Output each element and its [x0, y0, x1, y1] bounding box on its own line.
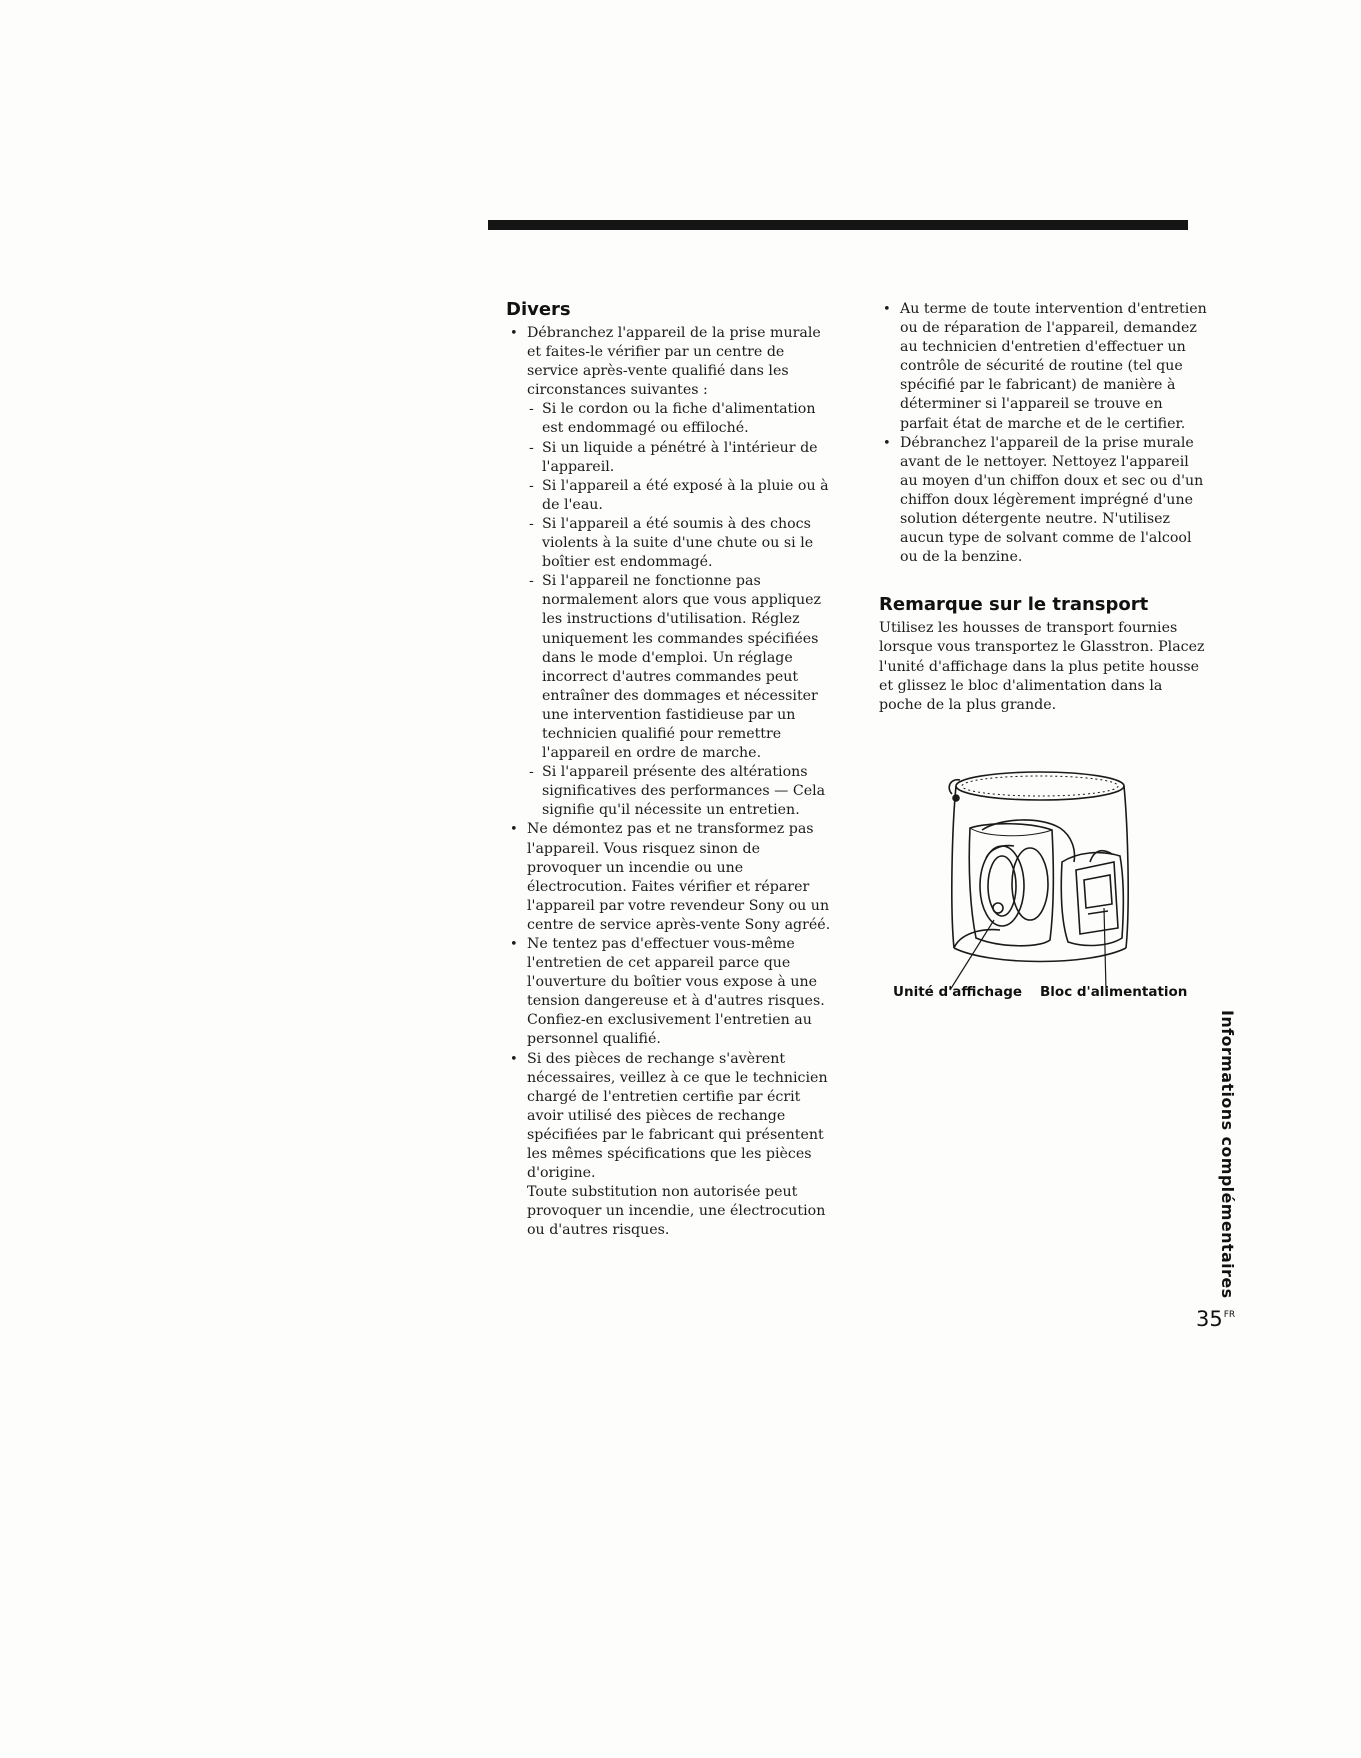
page-suffix: FR [1223, 1310, 1236, 1320]
pouch-drawing-icon [890, 758, 1190, 998]
divers-list-continued [879, 300, 1209, 567]
list-item: • Ne tentez pas d'effectuer vous-même l'entretien de cet appareil parce que l'ouverture du boîtier vous expose à une tension dangereuse et à d'autres risques. Confiez-en exclusivement l'entretien au personnel qualifié. [506, 935, 836, 1050]
header-rule [488, 220, 1188, 230]
section-title-transport: Remarque sur le transport [879, 594, 1149, 616]
sub-list-item: - Si l'appareil a été soumis à des chocs violents à la suite d'une chute ou si le boîtier est endommagé. [527, 515, 836, 572]
sub-list-item: - Si l'appareil présente des altérations significatives des performances — Cela signifie qu'il nécessite un entretien. [527, 763, 836, 820]
left-column [506, 298, 836, 1241]
sub-list-item: - Si l'appareil a été exposé à la pluie ou à de l'eau. [527, 477, 836, 515]
carrying-pouch-illustration [890, 758, 1190, 998]
bullet-note: Toute substitution non autorisée peut provoquer un incendie, une électrocution ou d'autres risques. [527, 1184, 826, 1239]
sub-list [527, 400, 836, 820]
section-title-divers: Divers [506, 299, 571, 320]
sub-list-item: - Si l'appareil ne fonctionne pas normalement alors que vous appliquez les instructions d'utilisation. Réglez uniquement les commandes spécifiées dans le mode d'emploi. Un réglage incorrect d'autres commandes peut entraîner des dommages et nécessiter une intervention fastidieuse par un technicien qualifié pour remettre l'appareil en ordre de marche. [527, 572, 836, 763]
side-tab-label: Informations complémentaires [1218, 1010, 1237, 1299]
page-number [1196, 1307, 1235, 1331]
caption-power-block: Bloc d'alimentation [1040, 984, 1188, 1000]
right-column [879, 300, 1209, 715]
list-item [506, 1050, 836, 1241]
sub-list-item: - Si un liquide a pénétré à l'intérieur de l'appareil. [527, 439, 836, 477]
sub-list-item: - Si le cordon ou la fiche d'alimentation est endommagé ou effiloché. [527, 400, 836, 438]
bullet-intro: Débranchez l'appareil de la prise murale et faites-le vérifier par un centre de service après-vente qualifié dans les circonstances suivantes : [527, 325, 821, 399]
caption-display-unit: Unité d'affichage [893, 984, 1023, 1000]
list-item: • Ne démontez pas et ne transformez pas l'appareil. Vous risquez sinon de provoquer un incendie ou une électrocution. Faites vérifier et réparer l'appareil par votre revendeur Sony ou un centre de service après-vente Sony agréé. [506, 820, 836, 935]
bullet-text: Si des pièces de rechange s'avèrent nécessaires, veillez à ce que le technicien chargé de l'entretien certifie par écrit avoir utilisé des pièces de rechange spécifiées par le fabricant qui présentent les mêmes spécifications que les pièces d'origine. [527, 1050, 828, 1182]
list-item: • Au terme de toute intervention d'entretien ou de réparation de l'appareil, demandez au technicien d'entretien d'effectuer un contrôle de sécurité de routine (tel que spécifié par le fabricant) de manière à déterminer si l'appareil se trouve en parfait état de marche et de le certifier. [879, 300, 1209, 434]
transport-body: Utilisez les housses de transport fournies lorsque vous transportez le Glasstron. Placez l'unité d'affichage dans la plus petite housse et glissez le bloc d'alimentation dans la poche de la plus grande. [879, 620, 1205, 713]
list-item [506, 324, 836, 820]
list-item: • Débranchez l'appareil de la prise murale avant de le nettoyer. Nettoyez l'appareil au moyen d'un chiffon doux et sec ou d'un chiffon doux légèrement imprégné d'une solution détergente neutre. N'utilisez aucun type de solvant comme de l'alcool ou de la benzine. [879, 434, 1209, 568]
divers-list [506, 324, 836, 1241]
page-number-value: 35 [1196, 1307, 1223, 1331]
